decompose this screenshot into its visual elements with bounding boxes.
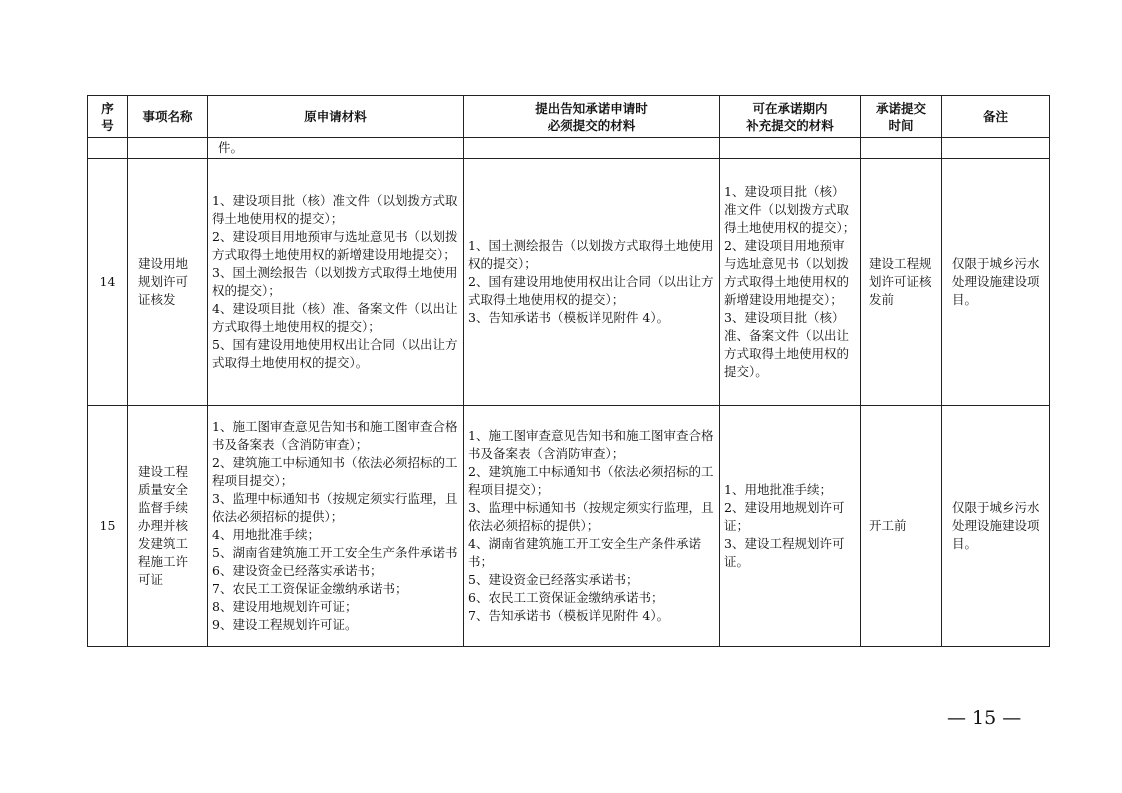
list-item: 1、建设项目批（核）准文件（以划拨方式取得土地使用权的提交）； <box>212 193 458 226</box>
header-serial-no: 序 号 <box>88 96 128 138</box>
list-item: 3、监理中标通知书（按规定须实行监理，且依法必须招标的提供）； <box>212 491 458 524</box>
table-row <box>88 159 1050 406</box>
cont-name-cell <box>128 138 208 159</box>
list-item: 9、建设工程规划许可证。 <box>212 617 358 632</box>
list-item: 1、施工图审查意见告知书和施工图审查合格书及备案表（含消防审查）； <box>468 428 714 461</box>
list-item: 3、建设项目批（核）准、备案文件（以出让方式取得土地使用权的提交）。 <box>724 310 850 379</box>
cont-original-materials-cell: 件。 <box>208 138 464 159</box>
cont-supplementary-cell <box>720 138 861 159</box>
list-item: 1、建设项目批（核）准文件（以划拨方式取得土地使用权的提交）； <box>724 184 856 235</box>
list-item: 3、告知承诺书（模板详见附件 4）。 <box>468 310 670 325</box>
list-item: 4、用地批准手续； <box>212 527 320 542</box>
cont-required-cell <box>464 138 720 159</box>
cont-remark-cell <box>942 138 1050 159</box>
list-item: 5、建设资金已经落实承诺书； <box>468 572 639 587</box>
serial-no-cell: 15 <box>88 406 128 647</box>
item-name-cell: 建设用地规划许可证核发 <box>128 159 208 406</box>
header-item-name: 事项名称 <box>128 96 208 138</box>
list-item: 3、监理中标通知书（按规定须实行监理，且依法必须招标的提供）； <box>468 500 714 533</box>
commit-time-cell: 建设工程规划许可证核发前 <box>861 159 942 406</box>
header-commit-time: 承诺提交 时间 <box>861 96 942 138</box>
header-supplementary-materials: 可在承诺期内 补充提交的材料 <box>720 96 861 138</box>
original-materials-cell <box>208 406 464 647</box>
list-item: 4、湖南省建筑施工开工安全生产条件承诺书； <box>468 536 701 569</box>
approval-items-table <box>87 95 1050 647</box>
list-item: 2、建筑施工中标通知书（依法必须招标的工程项目提交）； <box>468 464 714 497</box>
list-item: 3、建设工程规划许可证。 <box>724 536 845 569</box>
remark-cell: 仅限于城乡污水处理设施建设项目。 <box>942 406 1050 647</box>
list-item: 6、农民工工资保证金缴纳承诺书； <box>468 590 664 605</box>
remark-cell: 仅限于城乡污水处理设施建设项目。 <box>942 159 1050 406</box>
header-required-materials: 提出告知承诺申请时 必须提交的材料 <box>464 96 720 138</box>
table-row <box>88 406 1050 647</box>
list-item: 2、建设项目用地预审与选址意见书（以划拨方式取得土地使用权的新增建设用地提交）； <box>724 238 850 307</box>
list-item: 4、建设项目批（核）准、备案文件（以出让方式取得土地使用权的提交）； <box>212 301 458 334</box>
header-remark: 备注 <box>942 96 1050 138</box>
cont-commit-time-cell <box>861 138 942 159</box>
supplementary-materials-cell <box>720 406 861 647</box>
serial-no-cell: 14 <box>88 159 128 406</box>
list-item: 6、建设资金已经落实承诺书； <box>212 563 383 578</box>
commit-time-cell: 开工前 <box>861 406 942 647</box>
list-item: 1、国土测绘报告（以划拨方式取得土地使用权的提交）； <box>468 238 714 271</box>
list-item: 1、施工图审查意见告知书和施工图审查合格书及备案表（含消防审查）； <box>212 419 458 452</box>
list-item: 2、国有建设用地使用权出让合同（以出让方式取得土地使用权的提交）； <box>468 274 714 307</box>
list-item: 3、国土测绘报告（以划拨方式取得土地使用权的提交）； <box>212 265 458 298</box>
required-materials-cell <box>464 406 720 647</box>
list-item: 2、建设用地规划许可证； <box>724 500 845 533</box>
original-materials-cell <box>208 159 464 406</box>
header-original-materials: 原申请材料 <box>208 96 464 138</box>
list-item: 7、农民工工资保证金缴纳承诺书； <box>212 581 408 596</box>
list-item: 2、建设项目用地预审与选址意见书（以划拨方式取得土地使用权的新增建设用地提交）； <box>212 229 458 262</box>
list-item: 7、告知承诺书（模板详见附件 4）。 <box>468 608 670 623</box>
supplementary-materials-cell <box>720 159 861 406</box>
list-item: 5、湖南省建筑施工开工安全生产条件承诺书 <box>212 545 458 560</box>
item-name-cell: 建设工程质量安全监督手续办理并核发建筑工程施工许可证 <box>128 406 208 647</box>
page-number: — 15 — <box>947 707 1022 729</box>
continuation-row <box>88 138 1050 159</box>
list-item: 5、国有建设用地使用权出让合同（以出让方式取得土地使用权的提交）。 <box>212 337 458 370</box>
list-item: 8、建设用地规划许可证； <box>212 599 358 614</box>
table-header-row <box>88 96 1050 138</box>
list-item: 2、建筑施工中标通知书（依法必须招标的工程项目提交）； <box>212 455 458 488</box>
cont-serial-cell <box>88 138 128 159</box>
required-materials-cell <box>464 159 720 406</box>
list-item: 1、用地批准手续； <box>724 482 832 497</box>
